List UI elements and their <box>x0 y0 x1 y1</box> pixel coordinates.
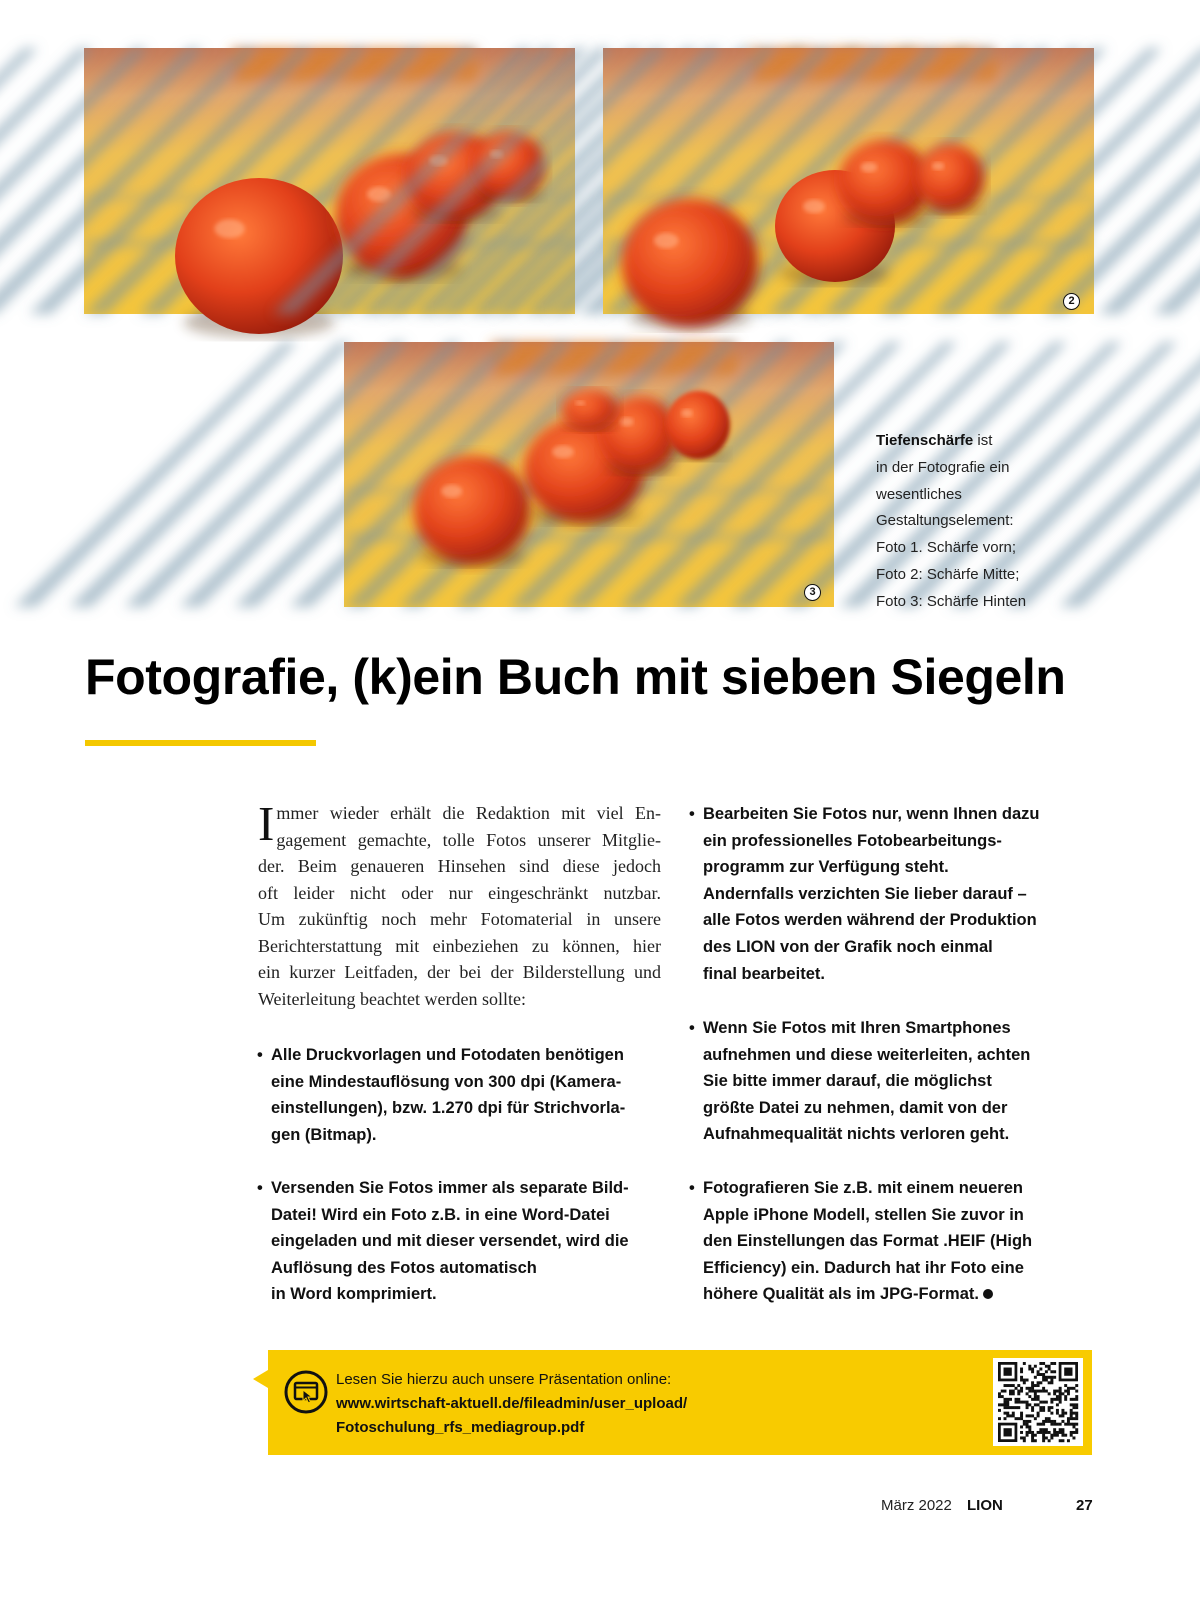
bullet-line: einstellungen), bzw. 1.270 dpi für Strichvorla- <box>271 1099 626 1118</box>
end-of-article-icon <box>983 1289 993 1299</box>
headline-rule <box>85 740 316 746</box>
bullet-line: Auflösung des Fotos automatisch <box>271 1258 537 1277</box>
bullet-line: Andernfalls verzichten Sie lieber darauf – <box>703 884 1027 903</box>
bullet-line: größte Datei zu nehmen, damit von der <box>703 1098 1008 1117</box>
magazine-name: LION <box>967 1497 1003 1514</box>
intro-paragraph <box>258 796 661 1012</box>
photo-caption <box>876 428 1086 616</box>
bullet-line: Sie bitte immer darauf, die möglichst <box>703 1072 992 1091</box>
bullet-line: • Bearbeiten Sie Fotos nur, wenn Ihnen dazu <box>689 801 1039 828</box>
caption-line: ist <box>973 432 993 449</box>
info-box <box>268 1350 1092 1455</box>
bullet-print-resolution <box>257 1042 625 1148</box>
bullet-line: Aufnahmequalität nichts verloren geht. <box>703 1125 1010 1144</box>
caption-line: Gestaltungselement: <box>876 512 1014 530</box>
bullet-line: in Word komprimiert. <box>271 1285 437 1304</box>
bullet-line: final bearbeitet. <box>703 964 825 983</box>
bullet-line: programm zur Verfügung steht. <box>703 858 949 877</box>
intro-line: gagement gemachte, tolle Fotos unserer Mitglie- <box>276 829 661 850</box>
intro-line: Weiterleitung beachtet werden sollte: <box>258 988 526 1009</box>
issue-date: März 2022 <box>881 1497 952 1514</box>
caption-line: Foto 3: Schärfe Hinten <box>876 592 1027 610</box>
intro-line: der. Beim genaueren Hinsehen sind diese jedoch <box>258 856 661 876</box>
intro-line: Um zukünftig noch mehr Fotomaterial in unsere <box>258 909 661 929</box>
caption-line: Foto 2: Schärfe Mitte; <box>876 565 1020 583</box>
info-box-intro: Lesen Sie hierzu auch unsere Präsentation online: <box>336 1371 672 1388</box>
caption-line: Foto 1. Schärfe vorn; <box>876 539 1017 557</box>
bullet-line: eine Mindestauflösung von 300 dpi (Kamera- <box>271 1072 622 1091</box>
bullet-separate-files <box>257 1175 629 1308</box>
bullet-line: den Einstellungen das Format .HEIF (High <box>703 1232 1033 1251</box>
photo-2 <box>603 48 1094 314</box>
bullet-line: aufnehmen und diese weiterleiten, achten <box>703 1045 1031 1064</box>
article-headline: Fotografie, (k)ein Buch mit sieben Siegeln <box>85 649 1066 705</box>
caption-lead: Tiefenschärfe <box>876 432 974 449</box>
qr-code[interactable] <box>993 1358 1083 1446</box>
presentation-link-continued[interactable]: Fotoschulung_rfs_mediagroup.pdf <box>336 1419 585 1436</box>
caption-line: wesentliches <box>876 485 962 503</box>
intro-line: Berichterstattung mit einbeziehen zu können, hier <box>258 935 661 956</box>
intro-line: mmer wieder erhält die Redaktion mit viel En- <box>276 803 661 823</box>
photo-number-badge: 3 <box>804 584 821 601</box>
intro-line: ein kurzer Leitfaden, der bei der Bilderstellung und <box>258 962 661 982</box>
intro-line: oft leider nicht oder nur eingeschränkt nutzbar. <box>258 882 661 903</box>
bullet-line: • Fotografieren Sie z.B. mit einem neueren <box>689 1175 1032 1202</box>
drop-cap: I <box>258 796 275 851</box>
bullet-line: Apple iPhone Modell, stellen Sie zuvor in <box>703 1205 1024 1224</box>
photo-number-badge: 2 <box>1063 293 1080 310</box>
presentation-link[interactable]: www.wirtschaft-aktuell.de/fileadmin/user_upload/ <box>336 1395 688 1412</box>
bullet-line: eingeladen und mit dieser versendet, wird die <box>271 1232 629 1251</box>
bullet-line: • Wenn Sie Fotos mit Ihren Smartphones <box>689 1015 1030 1042</box>
bullet-line: gen (Bitmap). <box>271 1125 377 1144</box>
bullet-editing <box>689 801 1039 987</box>
page-number: 27 <box>1076 1497 1093 1514</box>
browser-cursor-icon <box>284 1370 328 1414</box>
bullet-line: des LION von der Grafik noch einmal <box>703 937 993 956</box>
caption-line: in der Fotografie ein <box>876 458 1010 476</box>
info-box-pointer <box>253 1370 268 1388</box>
bullet-smartphones <box>689 1015 1030 1148</box>
info-box-text <box>336 1368 687 1440</box>
bullet-line: Datei! Wird ein Foto z.B. in eine Word-Datei <box>271 1205 610 1224</box>
bullet-line: ein professionelles Fotobearbeitungs- <box>703 831 1002 850</box>
bullet-line: alle Fotos werden während der Produktion <box>703 911 1037 930</box>
bullet-line: • Versenden Sie Fotos immer als separate Bild- <box>257 1175 629 1202</box>
bullet-heif-format <box>689 1175 1032 1308</box>
bullet-line: höhere Qualität als im JPG-Format. <box>703 1285 979 1304</box>
photo-3 <box>344 342 834 607</box>
bullet-line: Efficiency) ein. Dadurch hat ihr Foto eine <box>703 1258 1024 1277</box>
bullet-line: • Alle Druckvorlagen und Fotodaten benötigen <box>257 1042 625 1069</box>
